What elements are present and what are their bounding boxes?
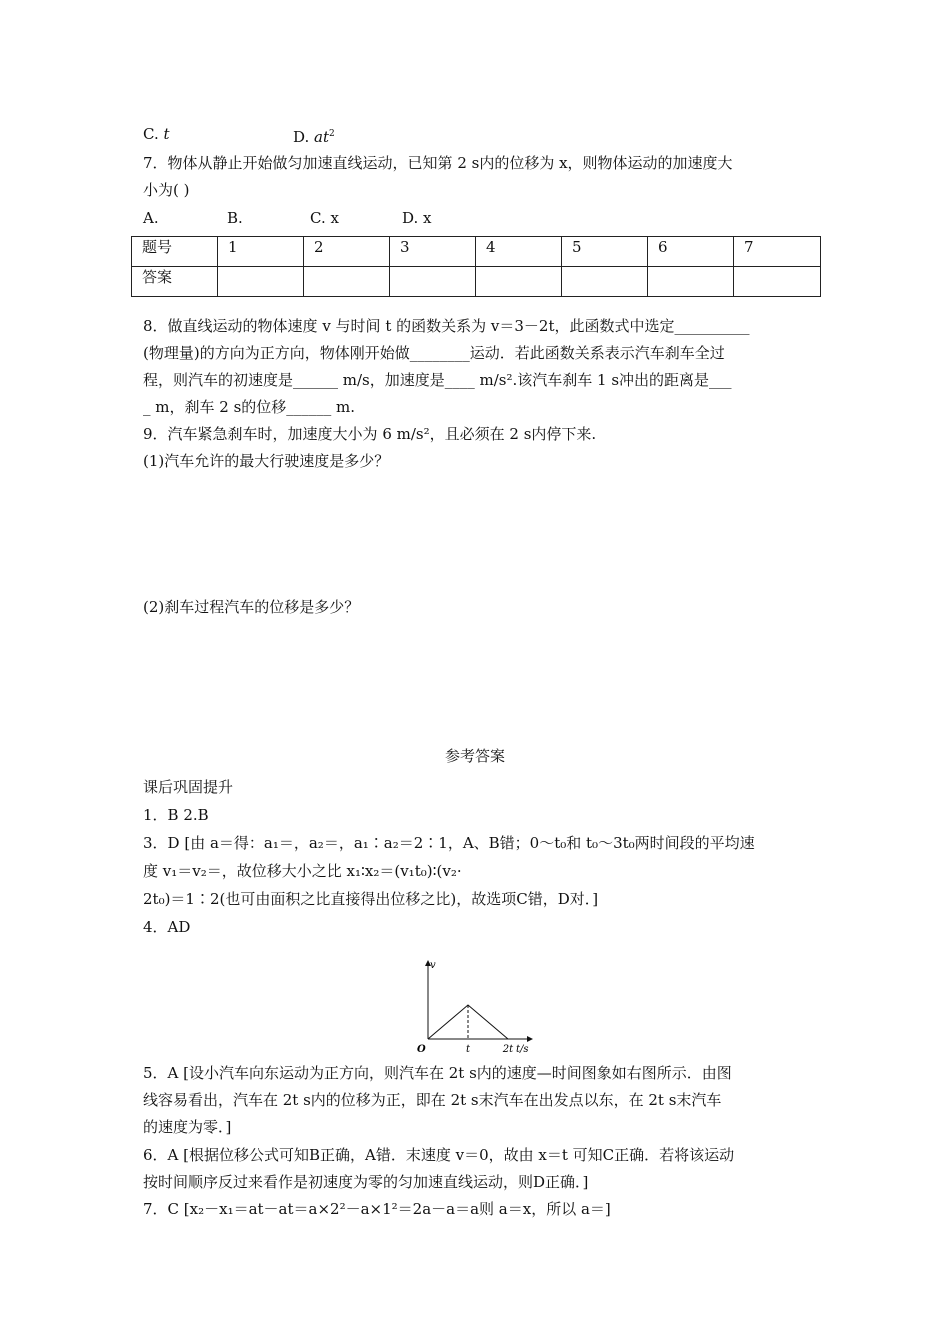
answer-cell <box>562 267 648 297</box>
q9-line1: 9．汽车紧急刹车时，加速度大小为 6 m/s²，且必须在 2 s内停下来. <box>143 425 597 443</box>
q9-part1: (1)汽车允许的最大行驶速度是多少？ <box>143 452 390 470</box>
q7-line1: 7．物体从静止开始做匀加速直线运动，已知第 2 s内的位移为 x，则物体运动的加速度大 <box>143 154 733 172</box>
q7-option-b: B. <box>227 209 243 227</box>
vt-graph <box>408 955 538 1060</box>
answer-table <box>131 236 821 297</box>
table-header-cell: 1 <box>218 237 304 267</box>
q7-option-d: D. x <box>402 209 432 227</box>
answer-cell <box>648 267 734 297</box>
answer-cell <box>734 267 821 297</box>
q7-line2: 小为( ) <box>143 181 190 199</box>
answer-6-line2: 按时间顺序反过来看作是初速度为零的匀加速直线运动，则D正确．] <box>143 1173 589 1191</box>
answer-4: 4．AD <box>143 918 191 936</box>
answer-5-line1: 5．A [设小汽车向东运动为正方向，则汽车在 2t s内的速度—时间图象如右图所示．由图 <box>143 1064 732 1082</box>
q8-line4: _ m，刹车 2 s的位移______ m. <box>143 398 356 416</box>
table-header-cell: 2 <box>304 237 390 267</box>
vt-tick-2t: 2t <box>502 1044 514 1055</box>
answer-cell <box>476 267 562 297</box>
vt-tick-t: t <box>465 1044 471 1055</box>
answer-7: 7．C [x₂－x₁＝at－at＝a×2²－a×1²＝2a－a＝a则 a＝x，所以 a＝] <box>143 1200 611 1218</box>
table-header-cell: 3 <box>390 237 476 267</box>
answer-5-line3: 的速度为零．] <box>143 1118 232 1136</box>
table-header-cell: 6 <box>648 237 734 267</box>
table-row <box>132 237 821 267</box>
answer-1-2: 1．B 2.B <box>143 806 209 824</box>
vt-origin-label: O <box>417 1044 426 1055</box>
q9-part2: (2)刹车过程汽车的位移是多少？ <box>143 598 360 616</box>
table-header-cell: 题号 <box>132 237 218 267</box>
answer-3-line2: 度 v₁＝v₂＝，故位移大小之比 x₁∶x₂＝(v₁t₀)∶(v₂· <box>143 862 462 880</box>
answer-6-line1: 6．A [根据位移公式可知B正确，A错．末速度 v＝0，故由 x＝t 可知C正确．若将该运动 <box>143 1146 735 1164</box>
table-header-cell: 5 <box>562 237 648 267</box>
vt-y-label: v <box>430 960 436 971</box>
q8-line2: (物理量)的方向为正方向，物体刚开始做________运动．若此函数关系表示汽车刹车全过 <box>143 344 725 362</box>
table-row <box>132 267 821 297</box>
answer-cell <box>218 267 304 297</box>
answers-section-title: 课后巩固提升 <box>143 778 234 796</box>
q6-option-d: D. $at^2$ <box>293 128 335 146</box>
q8-line3: 程，则汽车的初速度是______ m/s，加速度是____ m/s².该汽车刹车 1 s冲出的距离是___ <box>143 371 732 389</box>
answers-heading: 参考答案 <box>444 747 505 765</box>
q6-option-c: C. t <box>143 125 170 143</box>
answer-cell <box>304 267 390 297</box>
table-header-cell: 4 <box>476 237 562 267</box>
answer-5-line2: 线容易看出，汽车在 2t s内的位移为正，即在 2t s末汽车在出发点以东，在 2t s末汽车 <box>143 1091 722 1109</box>
q7-option-a: A. <box>143 209 159 227</box>
q7-option-c: C. x <box>310 209 339 227</box>
answer-cell <box>390 267 476 297</box>
answer-3-line1: 3．D [由 a＝得：a₁＝，a₂＝，a₁∶a₂＝2∶1，A、B错；0～t₀和 t₀～3t₀两时间段的平均速 <box>143 834 755 852</box>
q6-options <box>143 124 335 146</box>
table-header-cell: 7 <box>734 237 821 267</box>
vt-x-label: t/s <box>516 1044 529 1055</box>
table-label-cell: 答案 <box>132 267 218 297</box>
answer-3-line3: 2t₀)＝1∶2(也可由面积之比直接得出位移之比)，故选项C错，D对．] <box>143 890 599 908</box>
q7-options <box>143 208 543 228</box>
q8-line1: 8．做直线运动的物体速度 v 与时间 t 的函数关系为 v＝3－2t，此函数式中选定__________ <box>143 317 750 335</box>
